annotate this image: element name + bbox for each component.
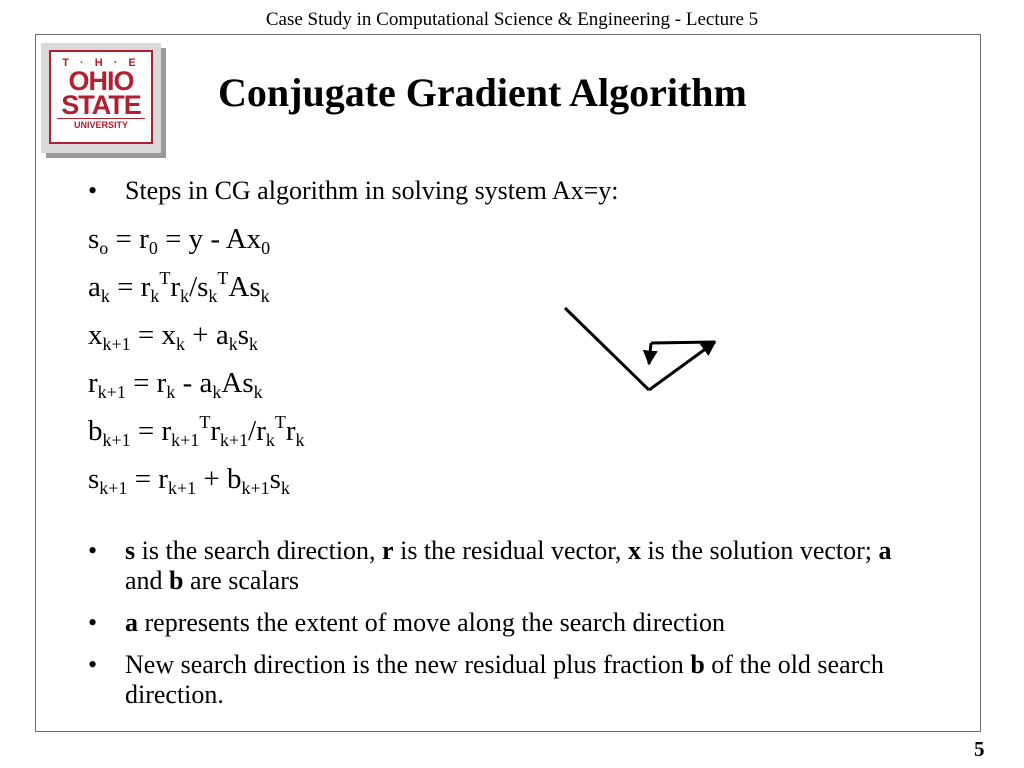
equation-6: $s_{k+1} = r_{k+1} + b_{k+1}s_k$ (88, 463, 290, 498)
note-1-text: s is the search direction, r is the residual vector, x is the solution vector; a and b are scalars (125, 536, 892, 595)
bullet-glyph: • (88, 608, 98, 637)
equation-5: $b_{k+1} = r_{k+1}^Tr_{k+1}/r_k^Tr_k$ (88, 412, 305, 450)
slide-title: Conjugate Gradient Algorithm (218, 70, 747, 115)
note-2-text: a represents the extent of move along the search direction (125, 608, 725, 637)
page-number: 5 (974, 737, 985, 761)
equation-1: $s_o = r_0 = y - Ax_0$ (88, 223, 271, 258)
logo-university-text: UNIVERSITY (57, 118, 145, 130)
diagram-line-top (651, 342, 715, 343)
intro-bullet-text: Steps in CG algorithm in solving system Ax=y: (125, 176, 619, 205)
logo-ohio-text: OHIO (68, 66, 134, 96)
note-3-text: New search direction is the new residual plus fraction b of the old search direction. (125, 650, 884, 709)
bullet-glyph: • (88, 176, 98, 205)
diagram-line-descent (565, 308, 649, 390)
diagram-arrow-down (649, 343, 651, 364)
bullet-glyph: • (88, 536, 98, 565)
equation-2: $a_k = r_k^Tr_k/s_k^TAs_k$ (88, 268, 270, 306)
logo-emblem (49, 50, 153, 144)
university-logo (41, 43, 161, 153)
logo-state-text: STATE (61, 90, 141, 120)
slide-header: Case Study in Computational Science & Engineering - Lecture 5 (265, 9, 759, 30)
bullet-glyph: • (88, 650, 98, 679)
equation-4: $r_{k+1} = r_k - a_kAs_k$ (88, 367, 263, 402)
logo-the-text: T · H · E (62, 57, 140, 69)
equation-3: $x_{k+1} = x_k + a_ks_k$ (88, 319, 259, 354)
cg-step-diagram (555, 300, 725, 400)
diagram-arrow-up (649, 342, 715, 390)
